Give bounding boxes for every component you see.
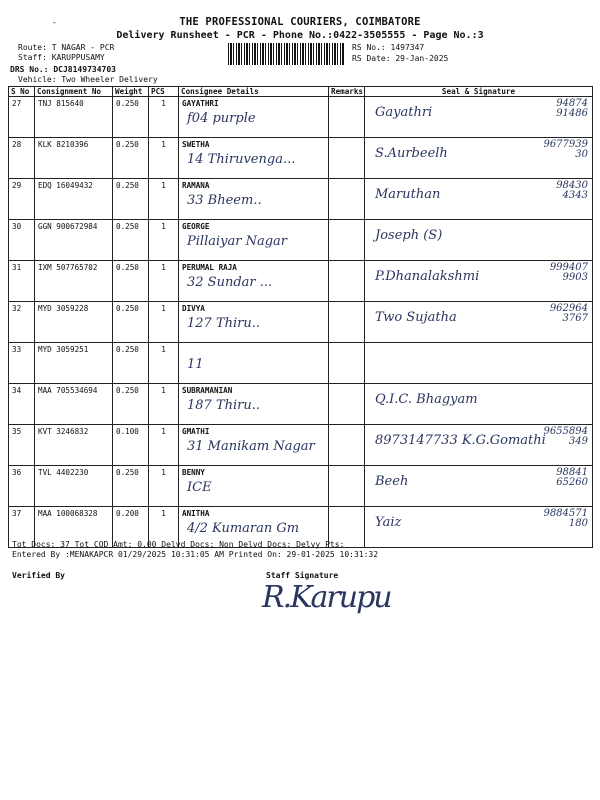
- consignee-name: SWETHA: [182, 140, 210, 149]
- consignee-name: ANITHA: [182, 509, 210, 518]
- table-row: [9, 466, 593, 507]
- consignment-number: KLK 8210396: [35, 138, 113, 179]
- remarks-cell: [329, 425, 365, 466]
- seal-signature-cell: [365, 507, 593, 548]
- col-consignment: Consignment No: [35, 87, 113, 97]
- table-row: [9, 343, 593, 384]
- serial-number: 32: [9, 302, 35, 343]
- weight-value: 0.250: [113, 384, 149, 425]
- serial-number: 35: [9, 425, 35, 466]
- table-row: [9, 384, 593, 425]
- weight-value: 0.250: [113, 138, 149, 179]
- staff-label: Staff: KARUPPUSAMY: [18, 53, 105, 62]
- seal-signature-cell: [365, 384, 593, 425]
- remarks-cell: [329, 384, 365, 425]
- table-row: [9, 261, 593, 302]
- recipient-phone: 98841 65260: [556, 467, 588, 488]
- pcs-value: 1: [149, 179, 179, 220]
- col-weight: Weight: [113, 87, 149, 97]
- weight-value: 0.250: [113, 343, 149, 384]
- serial-number: 31: [9, 261, 35, 302]
- consignee-address-handwriting: 127 Thiru..: [187, 316, 260, 331]
- serial-number: 27: [9, 97, 35, 138]
- weight-value: 0.250: [113, 97, 149, 138]
- seal-signature-cell: [365, 97, 593, 138]
- consignee-address-handwriting: 187 Thiru..: [187, 398, 260, 413]
- consignment-number: IXM 507765702: [35, 261, 113, 302]
- col-remarks: Remarks: [329, 87, 365, 97]
- consignment-number: KVT 3246832: [35, 425, 113, 466]
- seal-signature-cell: [365, 179, 593, 220]
- consignee-details: [179, 261, 329, 302]
- consignment-number: MYD 3059251: [35, 343, 113, 384]
- recipient-signature: Gayathri: [375, 105, 433, 120]
- recipient-signature: S.Aurbeelh: [375, 146, 448, 161]
- weight-value: 0.250: [113, 466, 149, 507]
- consignee-details: [179, 138, 329, 179]
- recipient-signature: Two Sujatha: [375, 310, 457, 325]
- staff-signature-label: Staff Signature: [266, 571, 339, 580]
- consignee-name: GAYATHRI: [182, 99, 219, 108]
- consignment-number: EDQ 16049432: [35, 179, 113, 220]
- entered-line: Entered By :MENAKAPCR 01/29/2025 10:31:05 AM Printed On: 29-01-2025 10:31:32: [12, 550, 379, 559]
- remarks-cell: [329, 261, 365, 302]
- col-consignee: Consignee Details: [179, 87, 329, 97]
- serial-number: 28: [9, 138, 35, 179]
- consignment-number: MYD 3059228: [35, 302, 113, 343]
- consignee-name: GEORGE: [182, 222, 210, 231]
- consignee-address-handwriting: 14 Thiruvenga...: [187, 152, 296, 167]
- consignee-address-handwriting: Pillaiyar Nagar: [187, 234, 287, 249]
- pcs-value: 1: [149, 97, 179, 138]
- weight-value: 0.100: [113, 425, 149, 466]
- rs-date: RS Date: 29-Jan-2025: [352, 54, 449, 63]
- remarks-cell: [329, 138, 365, 179]
- recipient-signature: Joseph (S): [375, 228, 443, 243]
- table-row: [9, 302, 593, 343]
- consignee-name: RAMANA: [182, 181, 210, 190]
- recipient-signature: 8973147733 K.G.Gomathi: [375, 433, 546, 448]
- consignee-details: [179, 384, 329, 425]
- consignee-details: [179, 466, 329, 507]
- serial-number: 30: [9, 220, 35, 261]
- consignee-address-handwriting: 4/2 Kumaran Gm: [187, 521, 300, 536]
- table-header-row: [9, 87, 593, 97]
- remarks-cell: [329, 302, 365, 343]
- consignee-address-handwriting: 33 Bheem..: [187, 193, 262, 208]
- remarks-cell: [329, 179, 365, 220]
- recipient-phone: 9677939 30: [543, 139, 588, 160]
- vehicle-label: Vehicle: Two Wheeler Delivery: [18, 75, 158, 84]
- seal-signature-cell: [365, 138, 593, 179]
- consignee-address-handwriting: 11: [187, 357, 204, 372]
- consignee-details: [179, 302, 329, 343]
- table-row: [9, 97, 593, 138]
- seal-signature-cell: [365, 343, 593, 384]
- weight-value: 0.250: [113, 302, 149, 343]
- consignment-number: MAA 705534694: [35, 384, 113, 425]
- consignee-address-handwriting: 31 Manikam Nagar: [187, 439, 315, 454]
- recipient-signature: Beeh: [375, 474, 409, 489]
- weight-value: 0.250: [113, 179, 149, 220]
- seal-signature-cell: [365, 302, 593, 343]
- consignee-details: [179, 425, 329, 466]
- consignment-number: GGN 900672984: [35, 220, 113, 261]
- recipient-phone: 9884571 180: [543, 508, 588, 529]
- table-row: [9, 138, 593, 179]
- recipient-phone: 999407 9903: [549, 262, 588, 283]
- table-row: [9, 220, 593, 261]
- pcs-value: 1: [149, 343, 179, 384]
- col-sno: S No: [9, 87, 35, 97]
- barcode: [228, 43, 344, 65]
- pcs-value: 1: [149, 220, 179, 261]
- col-pcs: PCS: [149, 87, 179, 97]
- weight-value: 0.200: [113, 507, 149, 548]
- runsheet-table: [8, 86, 593, 548]
- consignee-name: SUBRAMANIAN: [182, 386, 233, 395]
- recipient-signature: Yaiz: [375, 515, 402, 530]
- recipient-phone: 962964 3767: [549, 303, 588, 324]
- serial-number: 37: [9, 507, 35, 548]
- recipient-signature: P.Dhanalakshmi: [375, 269, 480, 284]
- rs-number: RS No.: 1497347: [352, 43, 425, 52]
- recipient-signature: Q.I.C. Bhagyam: [375, 392, 478, 407]
- page-subtitle: Delivery Runsheet - PCR - Phone No.:0422-3505555 - Page No.:3: [116, 30, 484, 41]
- pcs-value: 1: [149, 466, 179, 507]
- seal-signature-cell: [365, 425, 593, 466]
- remarks-cell: [329, 97, 365, 138]
- pcs-value: 1: [149, 425, 179, 466]
- pcs-value: 1: [149, 261, 179, 302]
- verified-by-label: Verified By: [12, 571, 65, 580]
- weight-value: 0.250: [113, 261, 149, 302]
- seal-signature-cell: [365, 466, 593, 507]
- consignee-details: [179, 220, 329, 261]
- table-row: [9, 425, 593, 466]
- remarks-cell: [329, 466, 365, 507]
- consignee-address-handwriting: ICE: [187, 480, 212, 495]
- consignee-name: BENNY: [182, 468, 205, 477]
- top-mark: -: [52, 18, 57, 27]
- pcs-value: 1: [149, 384, 179, 425]
- serial-number: 33: [9, 343, 35, 384]
- table-row: [9, 179, 593, 220]
- drs-number: DRS No.: DCJ8149734703: [10, 65, 116, 74]
- recipient-phone: 9655894 349: [543, 426, 588, 447]
- consignee-name: DIVYA: [182, 304, 205, 313]
- staff-signature-handwriting: R.Karupu: [262, 580, 391, 615]
- pcs-value: 1: [149, 302, 179, 343]
- serial-number: 36: [9, 466, 35, 507]
- consignee-details: [179, 343, 329, 384]
- consignment-number: TNJ 815640: [35, 97, 113, 138]
- recipient-phone: 98430 4343: [556, 180, 588, 201]
- totals-line: Tot Docs: 37 Tot COD Amt: 0.00 Delvd Docs: Non Delvd Docs: Delvy Pts:: [12, 540, 345, 549]
- seal-signature-cell: [365, 220, 593, 261]
- seal-signature-cell: [365, 261, 593, 302]
- serial-number: 29: [9, 179, 35, 220]
- weight-value: 0.250: [113, 220, 149, 261]
- consignment-number: TVL 4402230: [35, 466, 113, 507]
- remarks-cell: [329, 343, 365, 384]
- recipient-phone: 94874 91486: [556, 98, 588, 119]
- recipient-signature: Maruthan: [375, 187, 441, 202]
- consignee-details: [179, 97, 329, 138]
- pcs-value: 1: [149, 138, 179, 179]
- serial-number: 34: [9, 384, 35, 425]
- page-title: THE PROFESSIONAL COURIERS, COIMBATORE: [179, 16, 421, 28]
- consignee-address-handwriting: 32 Sundar ...: [187, 275, 273, 290]
- consignment-number: MAA 100068328: [35, 507, 113, 548]
- consignee-name: PERUMAL RAJA: [182, 263, 237, 272]
- consignee-details: [179, 179, 329, 220]
- consignee-name: GMATHI: [182, 427, 210, 436]
- remarks-cell: [329, 220, 365, 261]
- route-label: Route: T NAGAR - PCR: [18, 43, 115, 52]
- col-signature: Seal & Signature: [365, 87, 593, 97]
- pcs-value: 1: [149, 507, 179, 548]
- consignee-address-handwriting: f04 purple: [187, 111, 256, 126]
